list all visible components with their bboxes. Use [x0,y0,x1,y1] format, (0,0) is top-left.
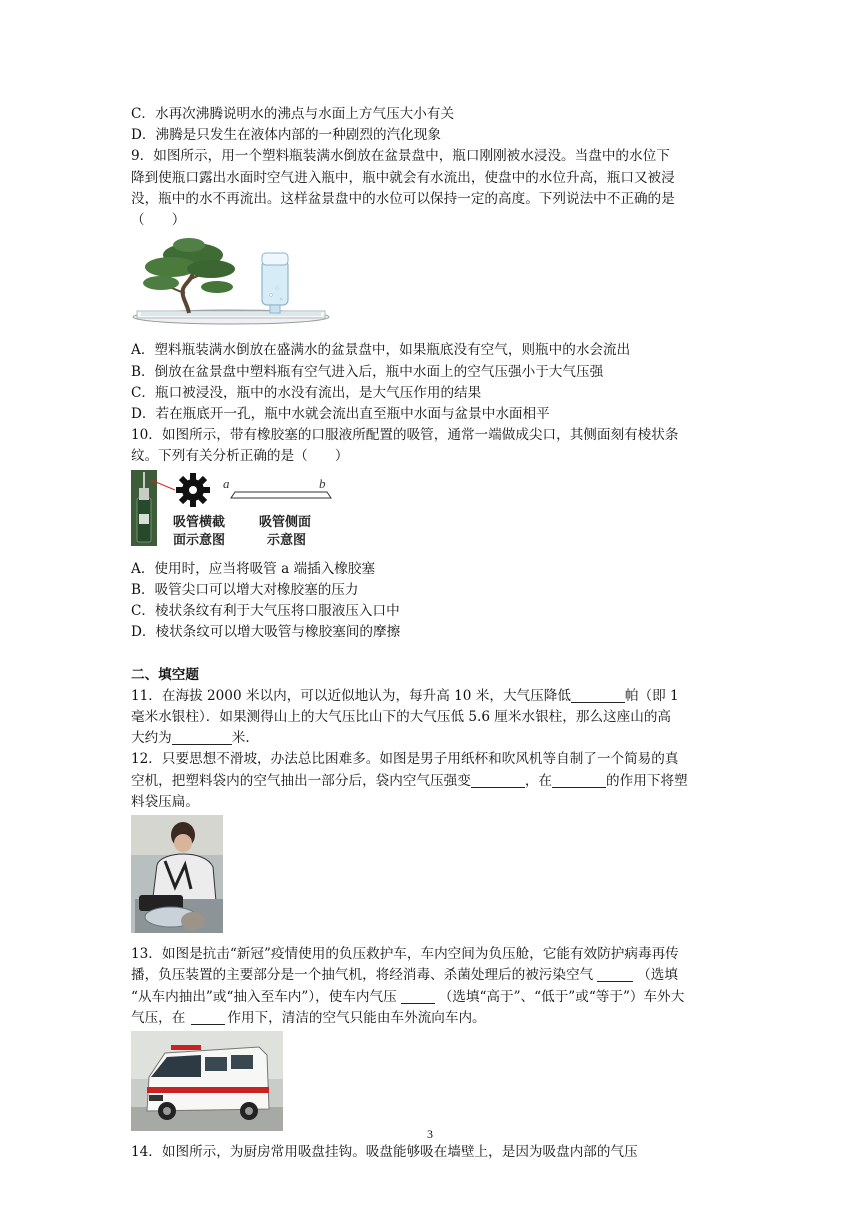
q9-option-b: B．倒放在盆景盘中塑料瓶有空气进入后，瓶中水面上的空气压强小于大气压强 [131,363,604,380]
side-view-caption-1: 吸管侧面 [259,514,312,530]
q12-text-2a: 空机，把塑料袋内的空气抽出一部分后，袋内空气压强变 [131,772,471,789]
straw-end-a-label: a [223,475,230,491]
straw-figure [131,470,731,555]
q11-blank-2[interactable] [172,730,232,745]
q9-stem-line-4: （ ） [131,212,186,229]
question-12 [131,749,731,940]
q12-text-1: 12．只要思想不滑坡，办法总比困难多。如图是男子用纸杯和吹风机等自制了一个简易的真 [131,751,679,768]
q12-text-3: 料袋压扁。 [131,793,199,810]
question-13 [131,944,731,1138]
question-14 [131,1142,731,1163]
q11-text-2: 毫米水银柱）．如果测得山上的大气压比山下的大气压低 5.6 厘米水银柱，那么这座山的高 [131,709,672,726]
q8-option-c: C．水再次沸腾说明水的沸点与水面上方气压大小有关 [131,106,455,122]
section-title-fill-in: 二、填空题 [131,666,199,683]
q13-text-2a: 播，负压装置的主要部分是一个抽气机，将经消毒、杀菌处理后的被污染空气 [131,967,594,984]
q13-blank-2[interactable] [401,989,435,1004]
q11-text-1a: 11．在海拔 2000 米以内，可以近似地认为，每升高 10 米，大气压降低 [131,687,571,704]
ambulance-photo [131,1031,731,1138]
q13-text-2b: （选填 [637,967,678,984]
q10-option-d: D．棱状条纹可以增大吸管与橡胶塞间的摩擦 [131,624,401,641]
side-view-caption-2: 示意图 [267,532,307,548]
q13-text-3a: “从车内抽出”或“抽入至车内”），使车内气压 [131,988,397,1005]
question-11 [131,686,731,750]
exam-page [131,104,731,1164]
q13-blank-3[interactable] [191,1010,225,1025]
q12-text-2b: ，在 [524,772,553,789]
q11-text-3a: 大约为 [131,730,172,747]
q13-blank-1[interactable] [597,967,633,982]
cross-section-caption-1: 吸管横截 [173,514,226,530]
q11-text-1b: 帕（即 1 [624,687,679,704]
q9-option-c: C．瓶口被浸没，瓶中的水没有流出，是大气压作用的结果 [131,384,482,401]
q9-option-d: D．若在瓶底开一孔，瓶中水就会流出直至瓶中水面与盆景中水面相平 [131,406,550,423]
q13-text-1: 13．如图是抗击“新冠”疫情使用的负压救护车，车内空间为负压舱，它能有效防护病毒再传 [131,946,679,963]
q13-text-4b: 作用下，清洁的空气只能由车外流向车内。 [227,1009,486,1026]
q9-stem-line-3: 没，瓶中的水不再流出。这样盆景盘中的水位可以保持一定的高度。下列说法中不正确的是 [131,190,675,207]
q12-blank-1[interactable] [471,773,525,788]
q10-option-b: B．吸管尖口可以增大对橡胶塞的压力 [131,582,359,599]
cross-section-caption-2: 面示意图 [173,532,226,548]
q10-option-c: C．棱状条纹有利于大气压将口服液压入口中 [131,603,400,620]
q13-text-4a: 气压，在 [131,1009,186,1026]
q10-stem-line-1: 10．如图所示，带有橡胶塞的口服液所配置的吸管，通常一端做成尖口，其侧面刻有棱状条 [131,427,679,444]
q8-option-d: D．沸腾是只发生在液体内部的一种剧烈的汽化现象 [131,127,441,144]
q12-text-2c: 的作用下将塑 [606,772,688,789]
question-10 [131,425,731,643]
q10-stem-line-2: 纹。下列有关分析正确的是（ ） [131,448,349,465]
q9-stem-line-1: 9．如图所示，用一个塑料瓶装满水倒放在盆景盘中，瓶口刚刚被水浸没。当盘中的水位下 [131,148,670,165]
q12-blank-2[interactable] [552,773,606,788]
bonsai-bottle-figure [131,233,731,336]
q10-option-a: A．使用时，应当将吸管 a 端插入橡胶塞 [131,560,376,577]
q14-text-1: 14．如图所示，为厨房常用吸盘挂钩。吸盘能够吸在墙壁上，是因为吸盘内部的气压 [131,1144,638,1161]
q9-stem-line-2: 降到使瓶口露出水面时空气进入瓶中，瓶中就会有水流出，使盘中的水位升高，瓶口又被浸 [131,169,675,186]
q11-blank-1[interactable] [571,688,625,703]
vacuum-machine-photo [131,815,731,940]
q11-text-3b: 米. [231,730,250,747]
q13-text-3b: （选填“高于”、“低于”或“等于”）车外大 [438,988,685,1005]
q9-option-a: A．塑料瓶装满水倒放在盛满水的盆景盘中，如果瓶底没有空气，则瓶中的水会流出 [131,342,631,359]
straw-end-b-label: b [319,475,326,491]
page-number: 3 [427,1127,433,1141]
question-9 [131,146,731,425]
